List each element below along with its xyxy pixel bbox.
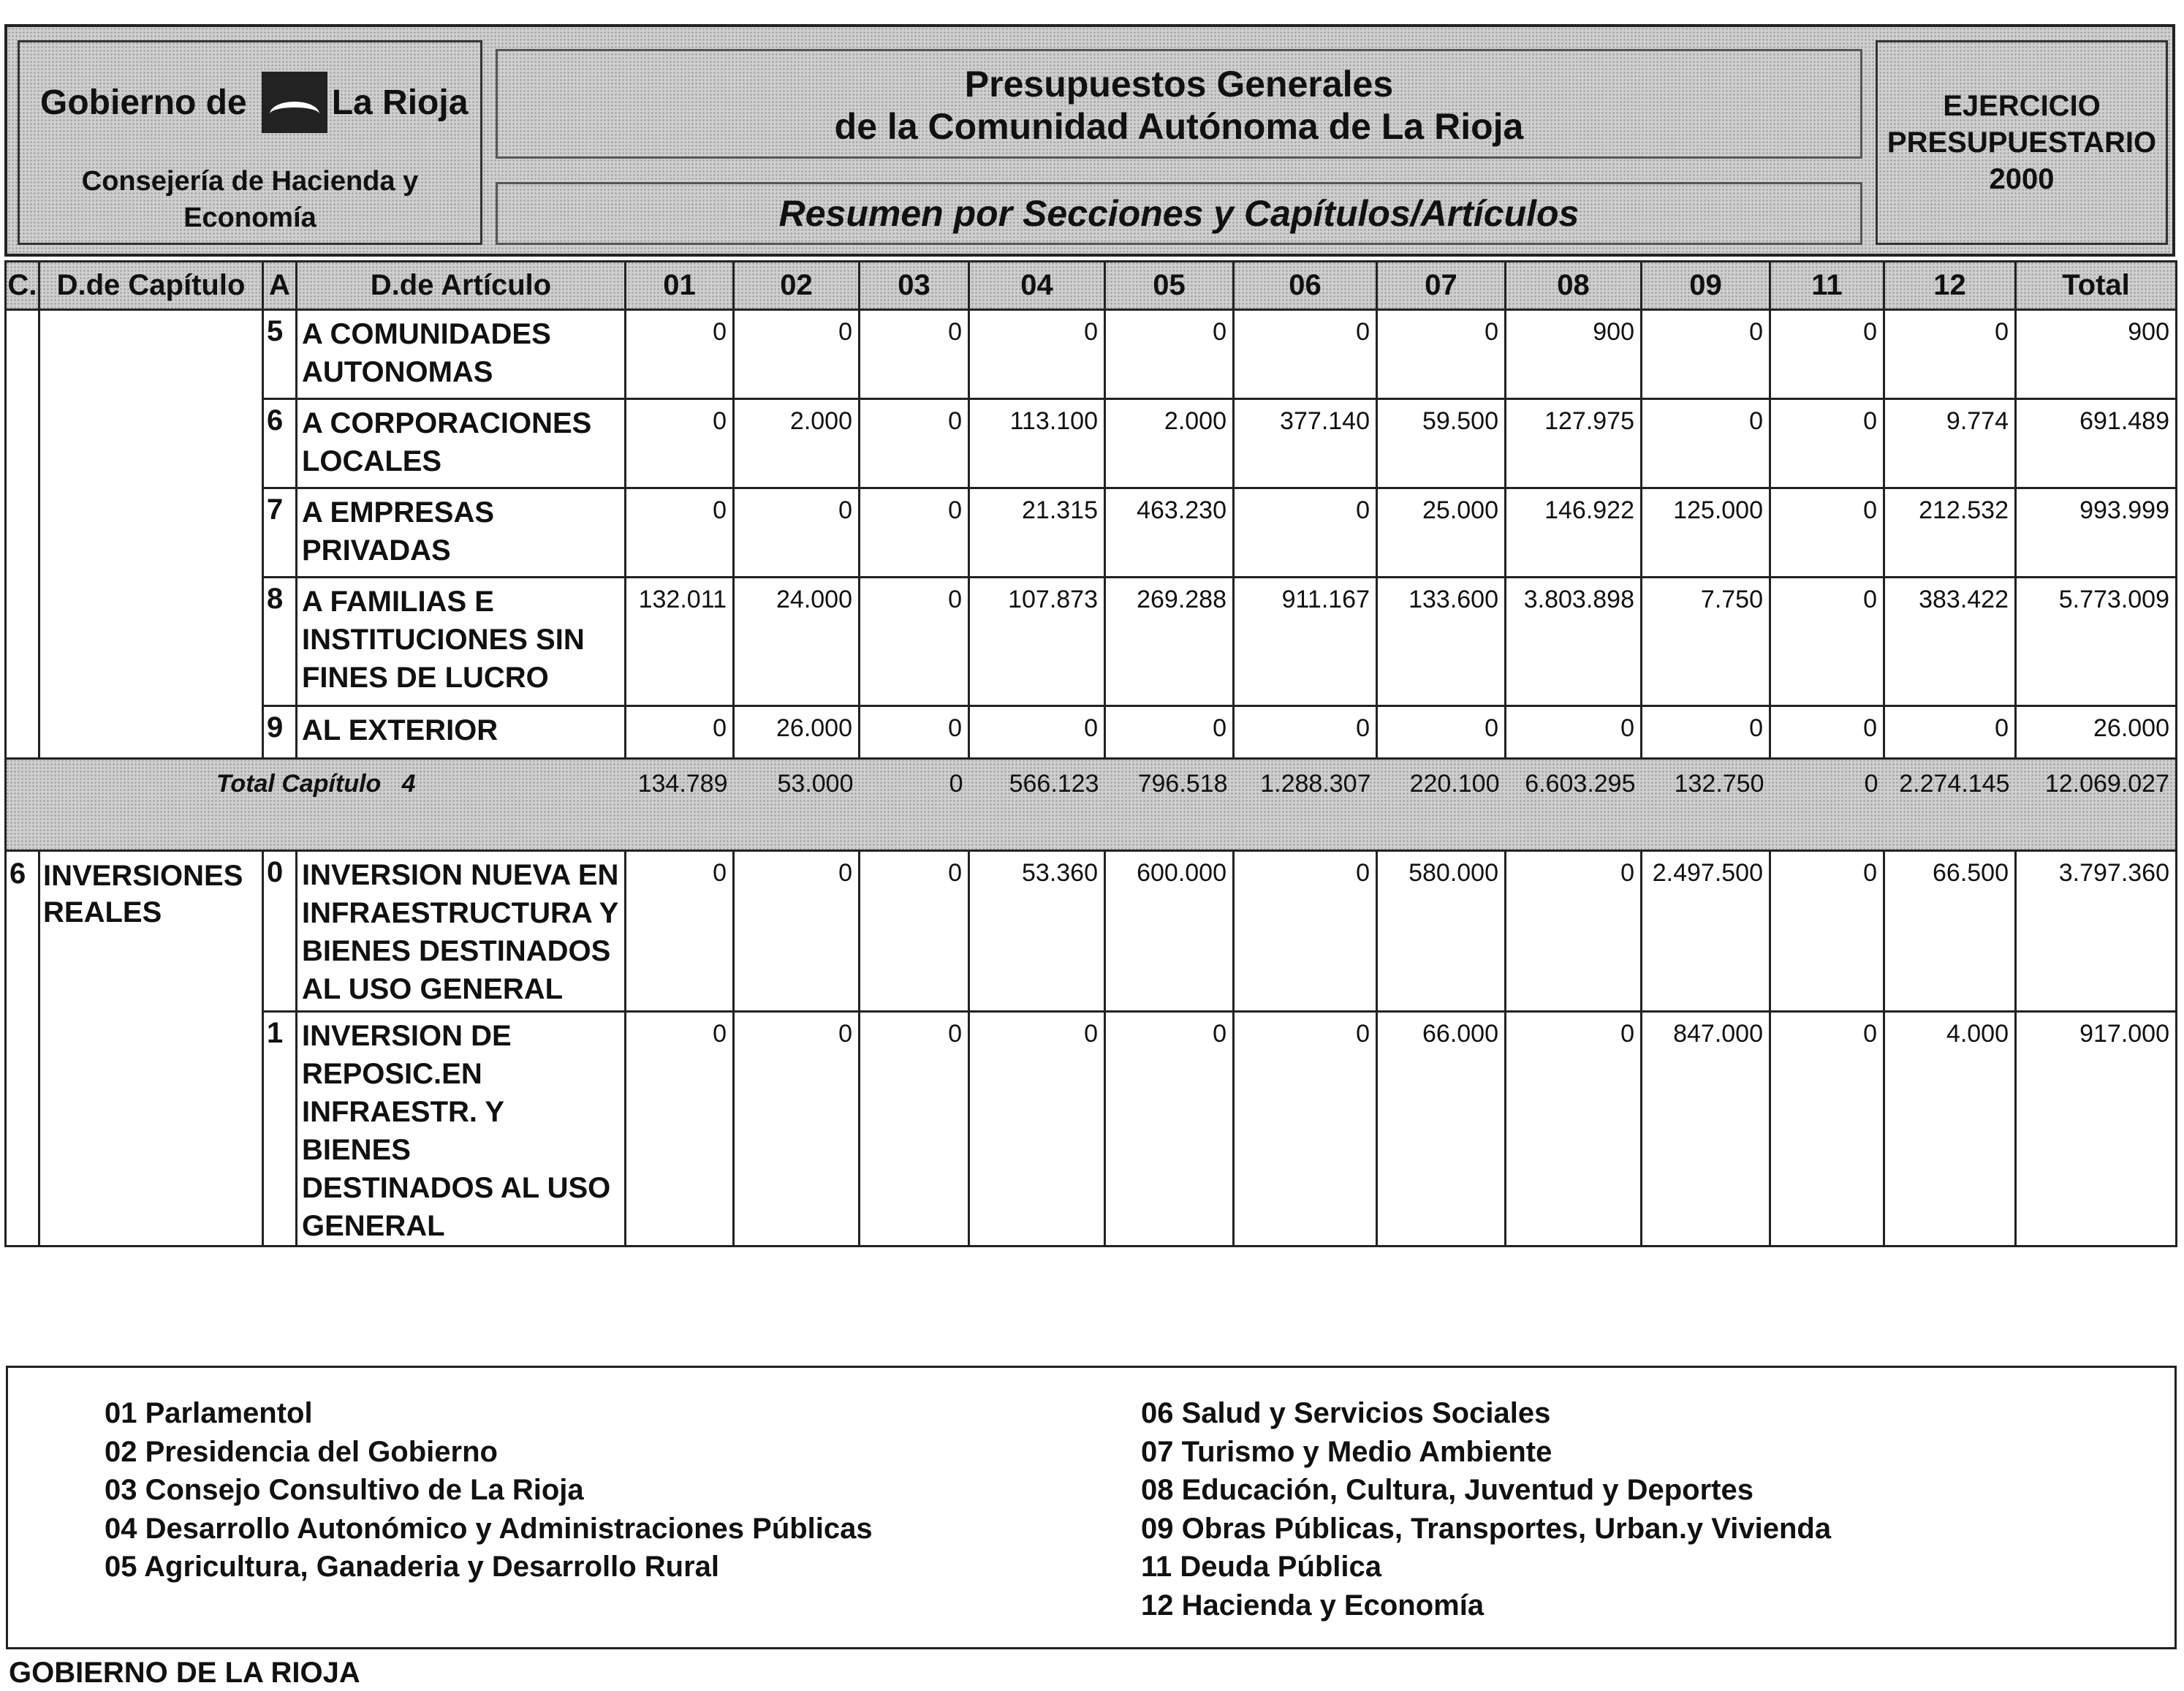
total-value-cell: 132.750 (1642, 759, 1770, 851)
value-cell: 5.773.009 (2016, 578, 2177, 706)
value-cell: 0 (1234, 488, 1377, 578)
value-cell: 59.500 (1377, 399, 1506, 488)
legend-item: 09 Obras Públicas, Transportes, Urban.y Vivienda (1141, 1512, 1832, 1545)
total-value-cell: 6.603.295 (1506, 759, 1642, 851)
value-cell: 0 (860, 578, 969, 706)
legend-item: 02 Presidencia del Gobierno (105, 1435, 498, 1468)
cell-line: A COMUNIDADES (302, 318, 551, 350)
value-cell: 0 (734, 851, 860, 1012)
legend-right-column (1141, 1394, 1831, 1624)
value-cell: 3.803.898 (1506, 578, 1642, 706)
total-value-cell: 0 (1770, 759, 1884, 851)
value-cell: 4.000 (1884, 1012, 2016, 1247)
value-cell: 0 (626, 399, 734, 488)
column-header: 01 (626, 262, 734, 310)
section-legend (6, 1366, 2177, 1649)
article-description (297, 488, 626, 578)
article-code: 1 (263, 1012, 297, 1247)
cell-line: INFRAESTR. Y BIENES (302, 1096, 504, 1166)
logo-name-left: Gobierno de (40, 83, 247, 122)
value-cell: 107.873 (969, 578, 1105, 706)
document-title (496, 49, 1862, 159)
column-header: 02 (734, 262, 860, 310)
value-cell: 0 (1506, 851, 1642, 1012)
value-cell: 0 (626, 488, 734, 578)
article-description (297, 1012, 626, 1247)
value-cell: 0 (860, 706, 969, 759)
value-cell: 993.999 (2016, 488, 2177, 578)
value-cell: 125.000 (1642, 488, 1770, 578)
value-cell: 0 (1234, 310, 1377, 399)
value-cell: 212.532 (1884, 488, 2016, 578)
fiscal-year-line: EJERCICIO (1943, 90, 2101, 122)
value-cell: 0 (626, 1012, 734, 1247)
fiscal-year-box (1876, 40, 2168, 245)
value-cell: 0 (1377, 706, 1506, 759)
department-line: Economía (183, 203, 316, 233)
value-cell: 0 (1506, 706, 1642, 759)
total-value-cell: 53.000 (734, 759, 860, 851)
total-value-cell: 2.274.145 (1884, 759, 2016, 851)
value-cell: 383.422 (1884, 578, 2016, 706)
article-code: 9 (263, 706, 297, 759)
total-chapter-row (6, 759, 2177, 851)
total-chapter-label (6, 759, 626, 851)
value-cell: 0 (1770, 488, 1884, 578)
table-row (6, 851, 2177, 1012)
title-line: de la Comunidad Autónoma de La Rioja (834, 106, 1524, 147)
value-cell: 24.000 (734, 578, 860, 706)
legend-left-column (105, 1394, 873, 1586)
value-cell: 0 (1884, 706, 2016, 759)
column-header: 12 (1884, 262, 2016, 310)
value-cell: 2.000 (1105, 399, 1234, 488)
column-header: 07 (1377, 262, 1506, 310)
column-header: D.de Artículo (297, 262, 626, 310)
table-row (6, 310, 2177, 399)
value-cell: 0 (860, 488, 969, 578)
value-cell: 0 (860, 851, 969, 1012)
footer-organization: GOBIERNO DE LA RIOJA (9, 1657, 360, 1689)
value-cell: 3.797.360 (2016, 851, 2177, 1012)
value-cell: 463.230 (1105, 488, 1234, 578)
value-cell: 0 (1642, 310, 1770, 399)
legend-item: 07 Turismo y Medio Ambiente (1141, 1435, 1552, 1468)
value-cell: 0 (969, 1012, 1105, 1247)
total-value-cell: 1.288.307 (1234, 759, 1377, 851)
column-header: 09 (1642, 262, 1770, 310)
logo (40, 72, 468, 133)
article-description (297, 851, 626, 1012)
title-line: Presupuestos Generales (964, 64, 1394, 105)
value-cell: 911.167 (1234, 578, 1377, 706)
value-cell: 0 (1770, 399, 1884, 488)
value-cell: 9.774 (1884, 399, 2016, 488)
cell-line: AL EXTERIOR (302, 714, 498, 746)
total-value-cell: 220.100 (1377, 759, 1506, 851)
page-header (4, 24, 2175, 257)
value-cell: 900 (2016, 310, 2177, 399)
legend-item: 06 Salud y Servicios Sociales (1141, 1397, 1551, 1429)
logo-box (18, 40, 482, 245)
article-code: 7 (263, 488, 297, 578)
value-cell: 2.000 (734, 399, 860, 488)
cell-line: FINES DE LUCRO (302, 662, 549, 694)
value-cell: 900 (1506, 310, 1642, 399)
value-cell: 691.489 (2016, 399, 2177, 488)
cell-line: AL USO GENERAL (302, 973, 564, 1005)
value-cell: 21.315 (969, 488, 1105, 578)
value-cell: 26.000 (734, 706, 860, 759)
fiscal-year-line: 2000 (1989, 163, 2055, 195)
value-cell: 0 (1884, 310, 2016, 399)
cell-line: AUTONOMAS (302, 356, 493, 388)
value-cell: 0 (1105, 1012, 1234, 1247)
value-cell: 0 (1506, 1012, 1642, 1247)
column-header: 08 (1506, 262, 1642, 310)
cell-line: INFRAESTRUCTURA Y (302, 897, 619, 929)
legend-item: 05 Agricultura, Ganaderia y Desarrollo Rural (105, 1551, 720, 1583)
total-label-text: Total Capítulo (216, 770, 382, 798)
cell-line: BIENES DESTINADOS (302, 935, 611, 967)
value-cell: 25.000 (1377, 488, 1506, 578)
article-description (297, 706, 626, 759)
value-cell: 66.500 (1884, 851, 2016, 1012)
column-header: C. (6, 262, 39, 310)
value-cell: 0 (734, 1012, 860, 1247)
value-cell: 0 (1770, 851, 1884, 1012)
value-cell: 127.975 (1506, 399, 1642, 488)
value-cell: 0 (860, 310, 969, 399)
value-cell: 600.000 (1105, 851, 1234, 1012)
value-cell: 0 (860, 1012, 969, 1247)
chapter-name-cell (39, 310, 263, 759)
total-value-cell: 0 (860, 759, 969, 851)
cell-line: INVERSIONES (43, 860, 243, 892)
table-header-row (6, 262, 2177, 310)
value-cell: 0 (969, 310, 1105, 399)
legend-item: 12 Hacienda y Economía (1141, 1589, 1485, 1622)
cell-line: PRIVADAS (302, 534, 451, 567)
value-cell: 0 (1770, 310, 1884, 399)
article-code: 6 (263, 399, 297, 488)
cell-line: GENERAL (302, 1210, 445, 1242)
legend-item: 01 Parlamentol (105, 1397, 313, 1429)
article-code: 0 (263, 851, 297, 1012)
value-cell: 0 (1105, 310, 1234, 399)
column-header: 05 (1105, 262, 1234, 310)
cell-line: A EMPRESAS (302, 496, 495, 529)
cell-line: DESTINADOS AL USO (302, 1172, 611, 1204)
table-row (6, 1012, 2177, 1247)
budget-table (4, 260, 2177, 1247)
article-code: 8 (263, 578, 297, 706)
column-header: 06 (1234, 262, 1377, 310)
column-header: A (263, 262, 297, 310)
value-cell: 917.000 (2016, 1012, 2177, 1247)
legend-item: 08 Educación, Cultura, Juventud y Deportes (1141, 1474, 1753, 1506)
value-cell: 0 (860, 399, 969, 488)
value-cell: 0 (1234, 851, 1377, 1012)
value-cell: 377.140 (1234, 399, 1377, 488)
cell-line: A CORPORACIONES (302, 407, 592, 439)
value-cell: 580.000 (1377, 851, 1506, 1012)
value-cell: 269.288 (1105, 578, 1234, 706)
value-cell: 53.360 (969, 851, 1105, 1012)
column-header: 11 (1770, 262, 1884, 310)
value-cell: 0 (969, 706, 1105, 759)
value-cell: 146.922 (1506, 488, 1642, 578)
cell-line: INSTITUCIONES SIN (302, 624, 585, 656)
chapter-code-cell (6, 310, 39, 759)
fiscal-year-line: PRESUPUESTARIO (1887, 126, 2157, 159)
value-cell: 132.011 (626, 578, 734, 706)
column-header: 03 (860, 262, 969, 310)
value-cell: 0 (626, 851, 734, 1012)
value-cell: 7.750 (1642, 578, 1770, 706)
value-cell: 0 (1642, 399, 1770, 488)
column-header: 04 (969, 262, 1105, 310)
table-row (6, 706, 2177, 759)
department-name (20, 163, 480, 236)
cell-line: REALES (43, 896, 162, 928)
value-cell: 0 (734, 488, 860, 578)
table-row (6, 488, 2177, 578)
total-value-cell: 12.069.027 (2016, 759, 2177, 851)
column-header: D.de Capítulo (39, 262, 263, 310)
legend-item: 11 Deuda Pública (1141, 1551, 1382, 1583)
spacer (381, 770, 401, 798)
value-cell: 26.000 (2016, 706, 2177, 759)
total-value-cell: 796.518 (1105, 759, 1234, 851)
cell-line: LOCALES (302, 445, 442, 477)
value-cell: 2.497.500 (1642, 851, 1770, 1012)
value-cell: 0 (626, 310, 734, 399)
value-cell: 66.000 (1377, 1012, 1506, 1247)
chapter-name-cell (39, 851, 263, 1247)
total-chapter-number: 4 (401, 770, 416, 798)
article-description (297, 399, 626, 488)
legend-item: 04 Desarrollo Autonómico y Administraciones Públicas (105, 1512, 873, 1545)
value-cell: 0 (1770, 1012, 1884, 1247)
article-description (297, 310, 626, 399)
value-cell: 0 (734, 310, 860, 399)
table-row (6, 578, 2177, 706)
value-cell: 847.000 (1642, 1012, 1770, 1247)
legend-item: 03 Consejo Consultivo de La Rioja (105, 1474, 584, 1506)
value-cell: 0 (1770, 706, 1884, 759)
department-line: Consejería de Hacienda y (81, 166, 419, 197)
value-cell: 0 (626, 706, 734, 759)
cell-line: REPOSIC.EN (302, 1058, 482, 1090)
cell-line: A FAMILIAS E (302, 586, 494, 618)
bridge-logo-icon (262, 72, 327, 133)
logo-name-right: La Rioja (331, 83, 469, 122)
article-code: 5 (263, 310, 297, 399)
value-cell: 0 (1770, 578, 1884, 706)
total-value-cell: 566.123 (969, 759, 1105, 851)
value-cell: 0 (1234, 706, 1377, 759)
value-cell: 113.100 (969, 399, 1105, 488)
document-subtitle: Resumen por Secciones y Capítulos/Artículos (496, 182, 1862, 245)
chapter-code-cell: 6 (6, 851, 39, 1247)
value-cell: 0 (1642, 706, 1770, 759)
value-cell: 0 (1377, 310, 1506, 399)
cell-line: INVERSION NUEVA EN (302, 859, 619, 891)
article-description (297, 578, 626, 706)
value-cell: 133.600 (1377, 578, 1506, 706)
total-value-cell: 134.789 (626, 759, 734, 851)
value-cell: 0 (1234, 1012, 1377, 1247)
value-cell: 0 (1105, 706, 1234, 759)
table-row (6, 399, 2177, 488)
column-header: Total (2016, 262, 2177, 310)
cell-line: INVERSION DE (302, 1020, 512, 1052)
